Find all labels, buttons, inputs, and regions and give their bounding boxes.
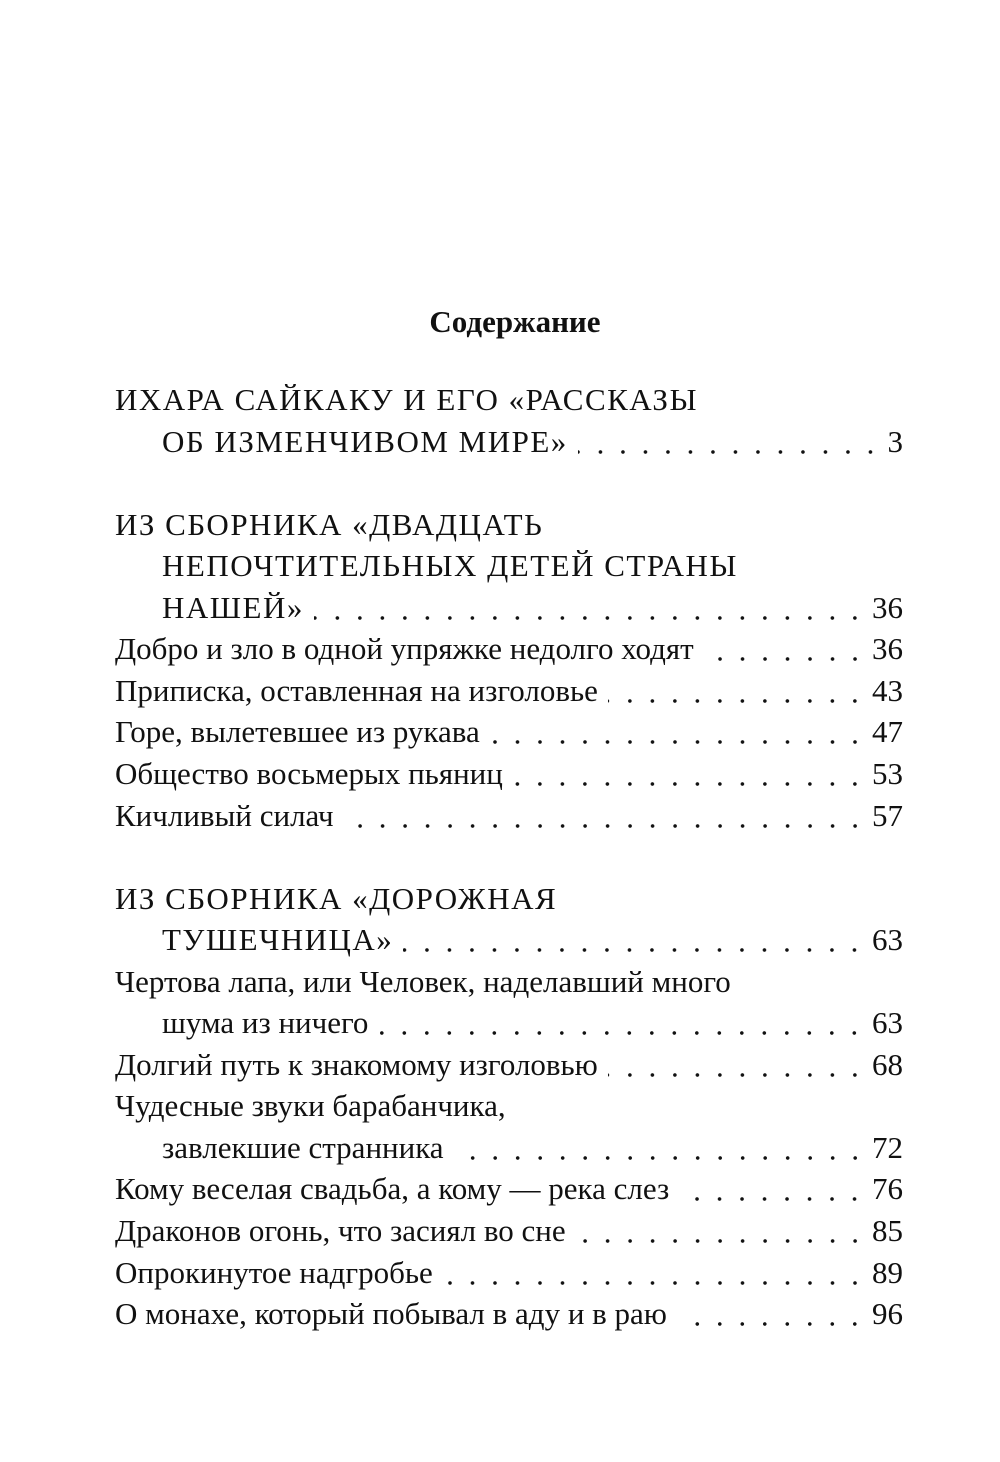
- dot-leader: [608, 698, 866, 704]
- toc-entry-title: НЕПОЧТИТЕЛЬНЫХ ДЕТЕЙ СТРАНЫ: [162, 548, 738, 584]
- dot-leader: [314, 615, 866, 621]
- toc-entry-title: Горе, вылетевшее из рукава: [115, 714, 480, 750]
- toc-entry-line[interactable]: [115, 795, 903, 837]
- toc-entry-line[interactable]: [115, 711, 903, 753]
- toc-entry-title: Драконов огонь, что засиял во сне: [115, 1213, 566, 1248]
- toc-section-heading-line[interactable]: [115, 504, 903, 546]
- toc-entry-line[interactable]: [162, 1002, 903, 1044]
- toc-entry-line[interactable]: [115, 670, 903, 712]
- dot-leader: [454, 1155, 866, 1161]
- toc-section-heading-line[interactable]: [162, 587, 903, 629]
- toc-entry-title: ТУШЕЧНИЦА»: [162, 922, 394, 958]
- toc-page-number: 63: [872, 922, 903, 958]
- toc-entry-line[interactable]: [115, 753, 903, 795]
- dot-leader: [576, 1238, 866, 1244]
- toc-page-number: 89: [872, 1254, 903, 1290]
- toc-page-number: 36: [872, 631, 903, 667]
- dot-leader: [513, 781, 866, 787]
- toc-entry-title: Общество восьмерых пьяниц: [115, 755, 503, 791]
- toc-entry-line[interactable]: [115, 1210, 903, 1252]
- toc-page-number: 85: [872, 1213, 903, 1248]
- toc-entry-title: Кому веселая свадьба, а кому — река слез: [115, 1171, 670, 1207]
- toc-section-heading-line[interactable]: [162, 421, 903, 463]
- toc-entry-title: Чудесные звуки барабанчика,: [115, 1088, 506, 1124]
- toc-page-number: 53: [872, 755, 903, 791]
- toc-page-number: 76: [872, 1171, 903, 1207]
- toc-entry-title: Кичливый силач: [115, 797, 334, 833]
- dot-leader: [403, 947, 866, 953]
- dot-leader: [704, 656, 866, 662]
- dot-leader: [578, 449, 882, 455]
- toc-entry-line[interactable]: [115, 1293, 903, 1335]
- toc-page-number: 68: [872, 1046, 903, 1082]
- toc-entry-line[interactable]: [115, 961, 903, 1003]
- toc-entry-line[interactable]: [115, 1252, 903, 1294]
- toc-page-number: 57: [872, 797, 903, 833]
- dot-leader: [677, 1321, 866, 1327]
- toc-page-number: 43: [872, 672, 903, 708]
- toc-entry-line[interactable]: [115, 1044, 903, 1086]
- toc-entry-line[interactable]: [115, 1085, 903, 1127]
- toc-entry-title: ИЗ СБОРНИКА «ДВАДЦАТЬ: [115, 506, 544, 542]
- toc-entry-line[interactable]: [115, 1168, 903, 1210]
- toc-section-heading-line[interactable]: [115, 379, 903, 421]
- toc-entry-title: ИЗ СБОРНИКА «ДОРОЖНАЯ: [115, 880, 558, 916]
- toc-section-heading-line[interactable]: [115, 878, 903, 920]
- toc-entry-title: ИХАРА САЙКАКУ И ЕГО «РАССКАЗЫ: [115, 382, 698, 417]
- dot-leader: [344, 823, 866, 829]
- toc-entry-title: НАШЕЙ»: [162, 589, 304, 625]
- toc-entry-line[interactable]: [162, 1127, 903, 1169]
- dot-leader: [490, 739, 866, 745]
- dot-leader: [679, 1196, 866, 1202]
- toc-entry-title: Опрокинутое надгробье: [115, 1254, 433, 1290]
- toc-entry-title: Приписка, оставленная на изголовье: [115, 672, 598, 708]
- toc-entry-title: Добро и зло в одной упряжке недолго ходят: [115, 631, 694, 667]
- dot-leader: [443, 1280, 866, 1286]
- toc-page-number: 96: [872, 1296, 903, 1332]
- toc-page-number: 3: [887, 423, 903, 459]
- toc-page-number: 36: [872, 589, 903, 625]
- toc-section-heading-line[interactable]: [162, 545, 903, 587]
- toc-page-number: 47: [872, 714, 903, 750]
- toc-section-heading-line[interactable]: [162, 919, 903, 961]
- toc-page-number: 63: [872, 1005, 903, 1041]
- page-title: Содержание: [429, 304, 601, 339]
- toc-entry-title: Долгий путь к знакомому изголовью: [115, 1046, 598, 1082]
- toc-entry-title: ОБ ИЗМЕНЧИВОМ МИРЕ»: [162, 423, 568, 459]
- toc-entry-line[interactable]: [115, 628, 903, 670]
- dot-leader: [608, 1072, 866, 1078]
- toc-entry-title: шума из ничего: [162, 1005, 369, 1041]
- toc-entry-title: завлекшие странника: [162, 1129, 444, 1165]
- dot-leader: [378, 1030, 866, 1036]
- toc-entry-title: Чертова лапа, или Человек, наделавший много: [115, 963, 731, 999]
- toc-page-number: 72: [872, 1129, 903, 1165]
- toc-entry-title: О монахе, который побывал в аду и в раю: [115, 1296, 667, 1332]
